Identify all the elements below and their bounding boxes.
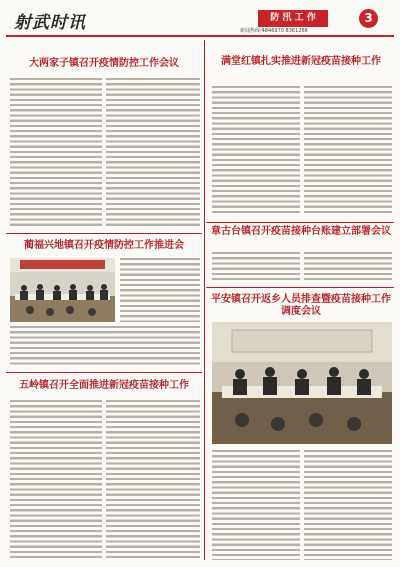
section-divider	[206, 222, 394, 223]
article-body	[212, 86, 300, 216]
article-body	[304, 450, 392, 560]
masthead-title: 射武时讯	[14, 13, 86, 33]
article-body	[10, 400, 102, 560]
meeting-photo	[212, 322, 392, 444]
hotline-info: 新闻热线:4846970 8361266	[240, 28, 308, 34]
meeting-photo	[10, 258, 115, 322]
article-body	[106, 78, 200, 228]
article-headline: 蔺福兴地镇召开疫情防控工作推进会	[24, 240, 184, 251]
article-body	[304, 252, 392, 282]
page-number-badge: 3	[359, 9, 378, 28]
article-body	[212, 450, 300, 560]
article-headline: 平安镇召开返乡人员排查暨疫苗接种工作调度会议	[211, 294, 391, 317]
article-headline: 大两家子镇召开疫情防控工作会议	[29, 58, 179, 69]
section-divider	[6, 372, 202, 373]
article-headline: 满堂红镇扎实推进新冠疫苗接种工作	[221, 56, 381, 67]
article-body	[106, 400, 200, 560]
article-headline: 章古台镇召开疫苗接种台账建立部署会议	[211, 226, 391, 237]
header-rule	[6, 35, 394, 37]
article-body	[304, 86, 392, 216]
article-body	[120, 258, 200, 322]
article-headline: 五岭镇召开全面推进新冠疫苗接种工作	[19, 380, 189, 391]
article-body	[10, 78, 102, 228]
column-divider	[204, 40, 205, 560]
meeting-photo-image	[212, 322, 392, 444]
article-body	[212, 252, 300, 282]
meeting-photo-image	[10, 258, 115, 322]
article-body	[10, 326, 200, 366]
section-badge: 防 汛 工 作	[258, 10, 328, 27]
section-divider	[206, 287, 394, 288]
section-divider	[6, 233, 202, 234]
